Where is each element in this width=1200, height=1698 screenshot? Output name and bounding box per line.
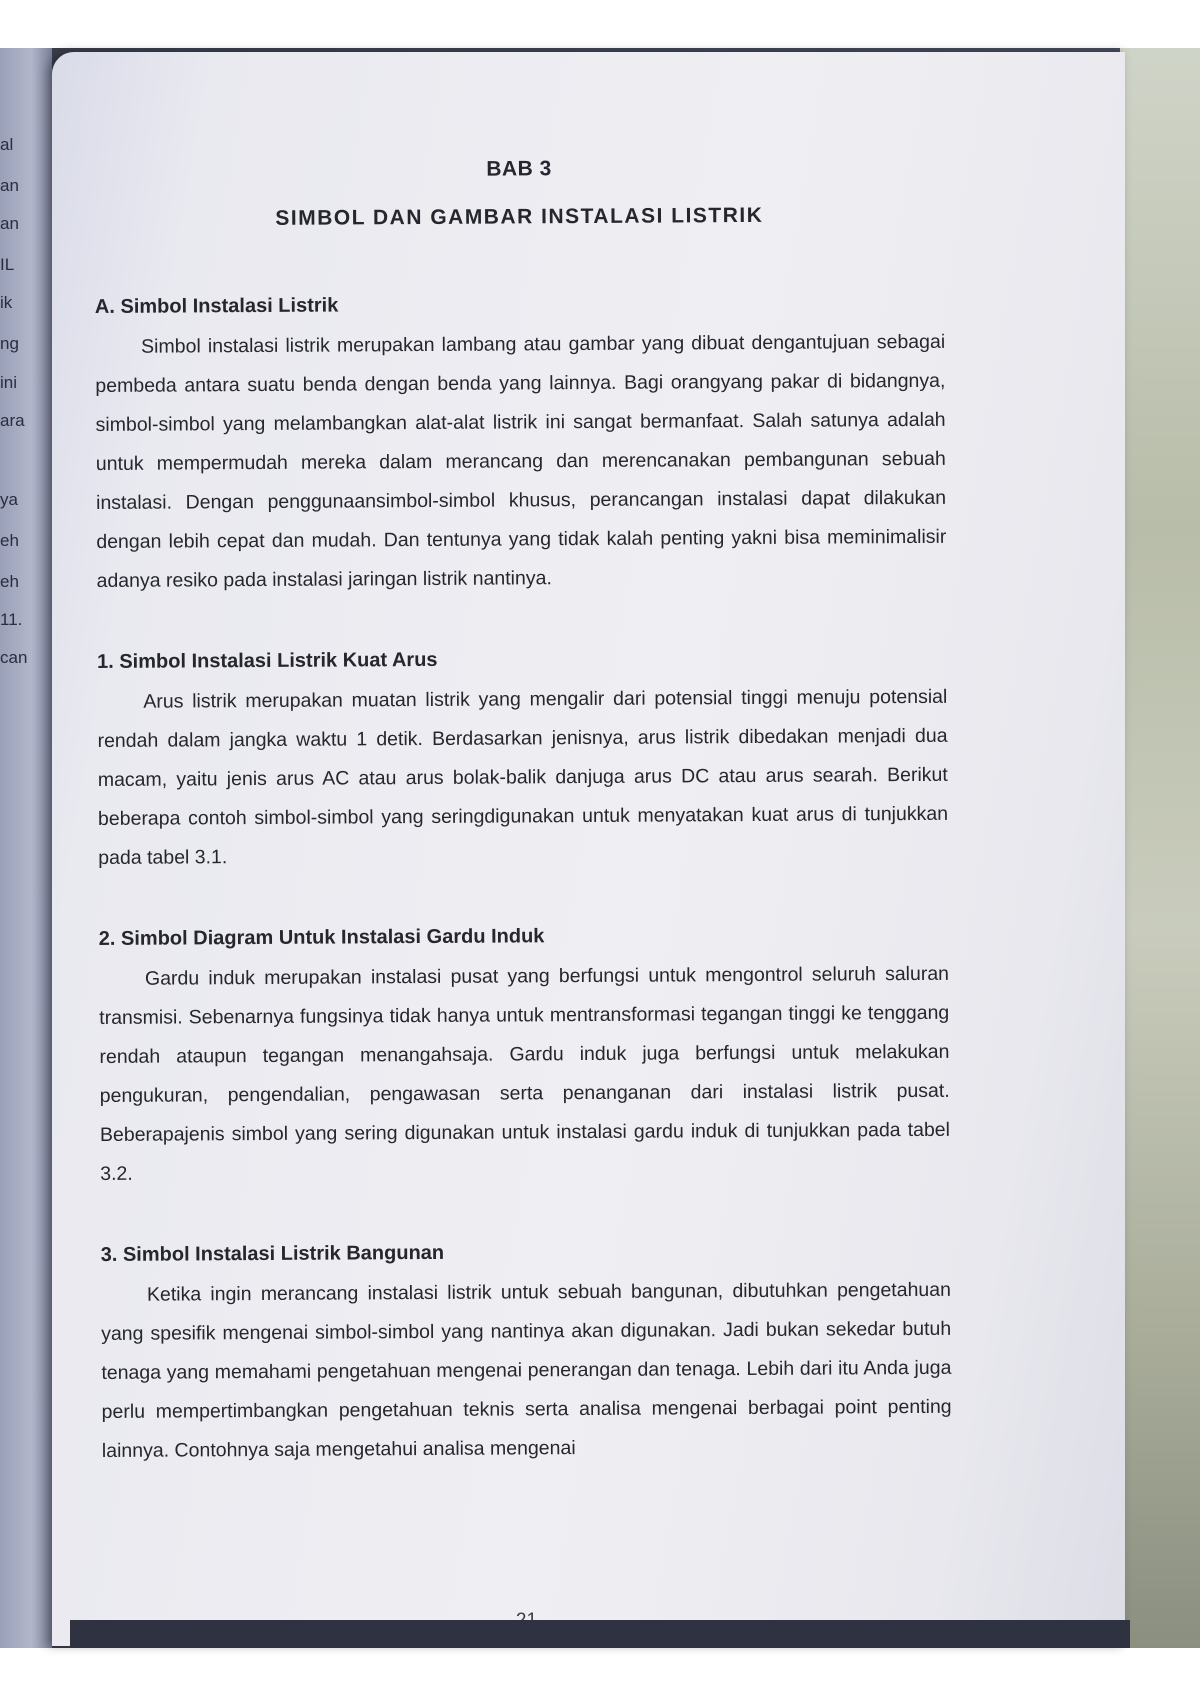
previous-page-fragment: IL xyxy=(0,255,15,274)
section-2 xyxy=(99,913,951,1194)
previous-page-edge xyxy=(0,48,52,1648)
previous-page-fragment: ara xyxy=(0,411,25,430)
section-paragraph: Simbol instalasi listrik merupakan lambang atau gambar yang dibuat dengantujuan sebagai pembeda antara suatu benda dengan benda yang lainnya. Bagi orangyang pakar di bidangnya, simbol-simbol yang melambangkan alat-alat listrik ini sangat bermanfaat. Salah satunya adalah untuk mempermudah mereka dalam merancang dan merencanakan pembangunan sebuah instalasi. Dengan penggunaansimbol-simbol khusus, perancangan instalasi dapat dilakukan dengan lebih cepat dan mudah. Dan tentunya yang tidak kalah penting yakni bisa meminimalisir adanya resiko pada instalasi jaringan listrik nantinya. xyxy=(95,330,947,592)
chapter-number: BAB 3 xyxy=(486,157,552,181)
section-3 xyxy=(101,1229,952,1471)
previous-page-fragment: 11. xyxy=(0,610,23,629)
previous-page-fragment: eh xyxy=(0,572,19,591)
previous-page-fragment: an xyxy=(0,176,19,195)
book-bottom-edge xyxy=(70,1620,1130,1648)
previous-page-fragment: ik xyxy=(0,293,13,312)
previous-page-fragment: can xyxy=(0,648,28,667)
previous-page-fragment: al xyxy=(0,135,14,154)
section-heading: 2. Simbol Diagram Untuk Instalasi Gardu Induk xyxy=(98,925,545,950)
section-heading: A. Simbol Instalasi Listrik xyxy=(94,294,339,318)
previous-page-fragment: ini xyxy=(0,373,18,392)
page-content xyxy=(94,155,952,1471)
section-paragraph: Ketika ingin merancang instalasi listrik untuk sebuah bangunan, dibutuhkan pengetahuan yang spesifik mengenai simbol-simbol yang nantinya akan digunakan. Jadi bukan sekedar butuh tenaga yang memahami pengetahuan mengenai penerangan dan tenaga. Lebih dari itu Anda juga perlu mempertimbangkan pengetahuan teknis serta analisa mengenai berbagai point penting lainnya. Contohnya saja mengetahui analisa mengenai xyxy=(101,1278,952,1462)
previous-page-fragment: ya xyxy=(0,490,18,509)
previous-page-fragment: eh xyxy=(0,531,19,550)
section-paragraph: Gardu induk merupakan instalasi pusat yang berfungsi untuk mengontrol seluruh saluran transmisi. Sebenarnya fungsinya tidak hanya untuk mentransformasi tegangan tinggi ke tenggang rendah ataupun tegangan menangahsaja. Gardu induk juga berfungsi untuk melakukan pengukuran, pengendalian, pengawasan serta penanganan dari instalasi listrik pusat. Beberapajenis simbol yang sering digunakan untuk instalasi gardu induk di tunjukkan pada tabel 3.2. xyxy=(99,962,951,1185)
previous-page-fragment: an xyxy=(0,214,19,233)
section-paragraph: Arus listrik merupakan muatan listrik yang mengalir dari potensial tinggi menuju potensial rendah dalam jangka waktu 1 detik. Berdasarkan jenisnya, arus listrik dibedakan menjadi dua macam, yaitu jenis arus AC atau arus bolak-balik danjuga arus DC atau arus searah. Berikut beberapa contoh simbol-simbol yang seringdigunakan untuk menyatakan kuat arus di tunjukkan pada tabel 3.1. xyxy=(97,685,949,869)
table-surface xyxy=(1120,48,1200,1648)
previous-page-fragment: ng xyxy=(0,334,19,353)
section-heading: 3. Simbol Instalasi Listrik Bangunan xyxy=(100,1241,445,1266)
chapter-title: SIMBOL DAN GAMBAR INSTALASI LISTRIK xyxy=(275,203,764,230)
section-1 xyxy=(97,636,948,878)
section-a xyxy=(95,281,947,601)
section-heading: 1. Simbol Instalasi Listrik Kuat Arus xyxy=(96,648,438,673)
